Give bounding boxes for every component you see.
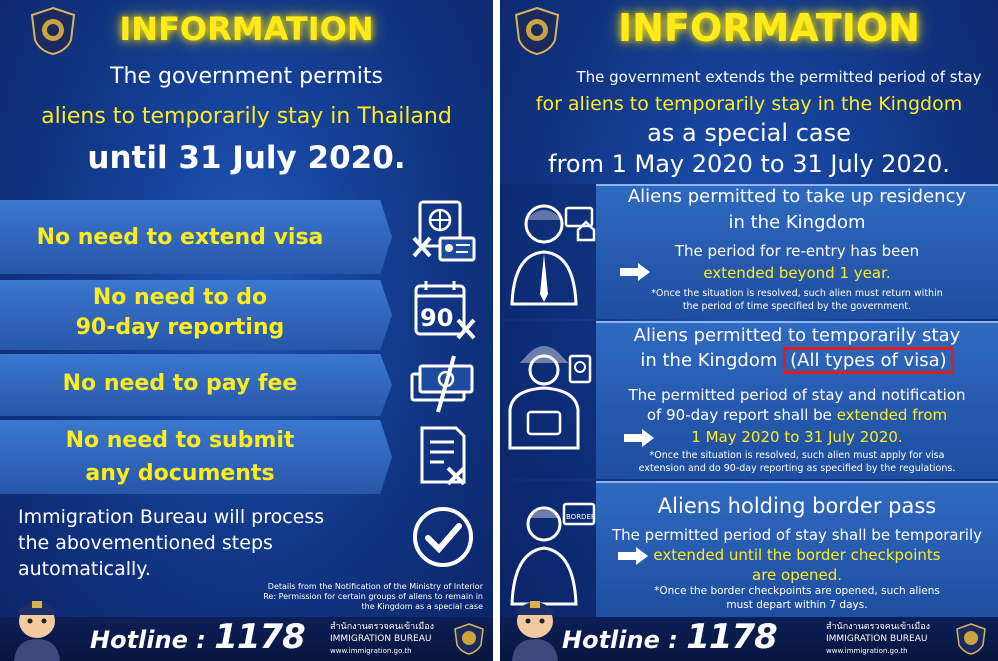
section3-title1: Aliens holding border pass — [657, 494, 937, 518]
section3-note2: must depart within 7 days. — [726, 599, 868, 611]
calendar-90-icon — [408, 278, 478, 342]
section2-title2: in the Kingdom — [640, 350, 778, 371]
section2-note2: extension and do 90-day reporting as specified by the regulations. — [638, 463, 956, 474]
ribbon-no-90day-line1: No need to do — [92, 285, 268, 310]
right-hotline-label: Hotline : — [562, 626, 678, 654]
document-x-icon — [408, 424, 478, 488]
resident-person-icon — [506, 194, 596, 314]
right-intro-line2: for aliens to temporarily stay in the Kingdom — [535, 93, 963, 115]
passport-visa-icon — [408, 200, 478, 264]
left-intro-line3: until 31 July 2020. — [87, 140, 406, 176]
traveler-backpack-icon — [506, 336, 596, 456]
left-bureau-en: IMMIGRATION BUREAU — [330, 634, 432, 644]
section2-title1: Aliens permitted to temporarily stay — [633, 325, 961, 346]
section2-body2: of 90-day report shall be — [646, 406, 832, 424]
right-website: www.immigration.go.th — [826, 647, 908, 655]
section1-note2: the period of time specified by the government. — [682, 301, 912, 312]
all-visa-types-highlight: (All types of visa) — [783, 347, 954, 374]
police-officer-mascot-icon — [6, 595, 68, 661]
section1-body2: extended beyond 1 year. — [703, 264, 891, 282]
process-line1: Immigration Bureau will process — [18, 506, 325, 528]
section3-note1: *Once the border checkpoints are opened, such aliens — [654, 585, 940, 597]
right-intro-line4: from 1 May 2020 to 31 July 2020. — [548, 150, 950, 178]
section2-body2-highlight: extended from — [836, 406, 948, 424]
left-headline: INFORMATION — [119, 10, 374, 48]
section2-body1: The permitted period of stay and notification — [628, 386, 966, 404]
ribbon-no-90day-line2: 90-day reporting — [75, 315, 285, 340]
section1-note1: *Once the situation is resolved, such alien must return within — [651, 288, 943, 299]
right-info-panel — [500, 0, 998, 661]
left-hotline-label: Hotline : — [90, 626, 206, 654]
notice-line3: the Kingdom as a special case — [361, 602, 483, 611]
police-officer-mascot-icon — [504, 595, 566, 661]
panel-divider — [493, 0, 500, 661]
right-bureau-thai: สำนักงานตรวจคนเข้าเมือง — [826, 622, 931, 632]
left-bureau-thai: สำนักงานตรวจคนเข้าเมือง — [330, 622, 435, 632]
section1-title1: Aliens permitted to take up residency — [627, 186, 967, 207]
ribbon-no-extend-visa-label: No need to extend visa — [36, 225, 324, 250]
right-intro-line3: as a special case — [647, 119, 851, 147]
right-intro-line1: The government extends the permitted period of stay — [576, 68, 982, 86]
section3-body1: The permitted period of stay shall be temporarily — [612, 526, 982, 544]
section2-note1: *Once the situation is resolved, such alien must apply for visa — [649, 450, 945, 461]
ribbon-no-fee-label: No need to pay fee — [62, 371, 298, 396]
section2-body3: 1 May 2020 to 31 July 2020. — [691, 428, 903, 446]
ribbon-no-documents-line1: No need to submit — [65, 428, 295, 453]
right-hotline-number: 1178 — [686, 617, 777, 657]
bureau-seal-icon — [454, 623, 484, 655]
ribbon-no-documents-line2: any documents — [85, 461, 275, 486]
left-intro-line1: The government permits — [110, 64, 383, 89]
right-bureau-en: IMMIGRATION BUREAU — [826, 634, 928, 644]
right-headline: INFORMATION — [618, 6, 920, 50]
process-line2: the abovementioned steps — [18, 532, 273, 554]
checkmark-circle-icon — [408, 504, 478, 570]
left-info-panel — [0, 0, 493, 661]
section3-body2: extended until the border checkpoints — [653, 546, 941, 564]
section3-body3: are opened. — [752, 566, 842, 584]
notice-line1: Details from the Notification of the Ministry of Interior — [267, 582, 483, 591]
left-website: www.immigration.go.th — [330, 647, 412, 655]
notice-line2: Re: Permission for certain groups of aliens to remain in — [263, 592, 483, 601]
left-hotline-number: 1178 — [214, 617, 305, 657]
left-intro-line2: aliens to temporarily stay in Thailand — [41, 104, 452, 129]
process-line3: automatically. — [18, 558, 151, 580]
svg-text:90: 90 — [420, 304, 454, 332]
bureau-seal-icon — [956, 623, 986, 655]
money-no-fee-icon — [408, 352, 478, 416]
section1-body1: The period for re-entry has been — [674, 242, 920, 260]
section1-title2: in the Kingdom — [728, 212, 866, 233]
border-badge-label: BORDER — [566, 513, 596, 521]
